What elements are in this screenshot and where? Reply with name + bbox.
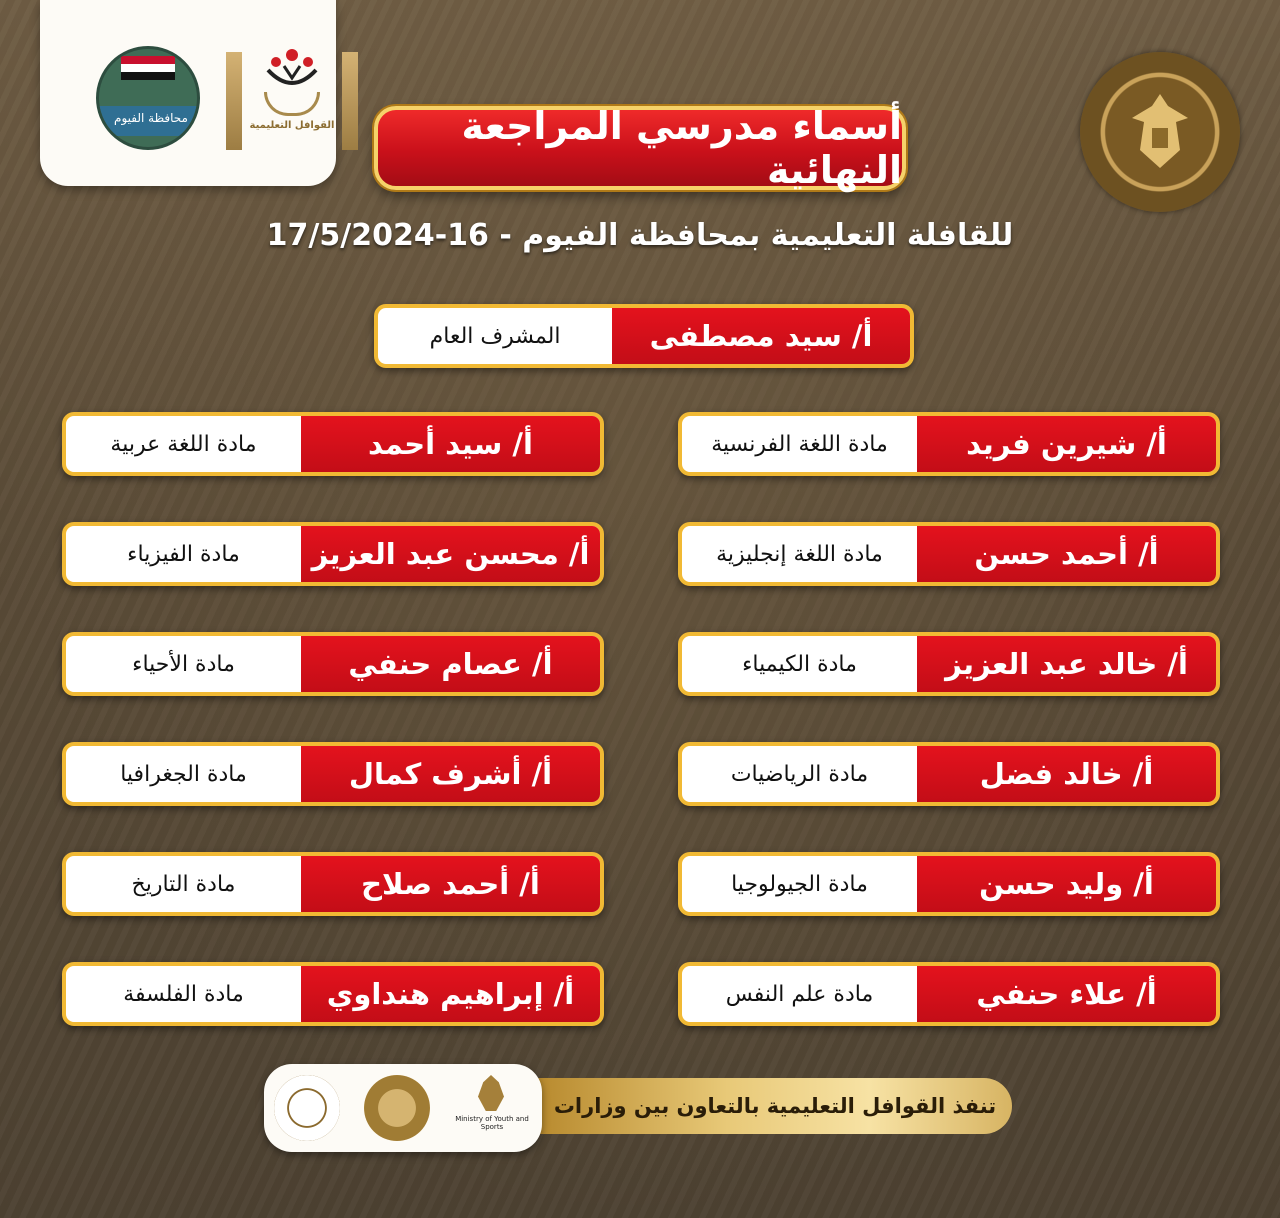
ministry-of-youth-logo xyxy=(450,1075,534,1141)
teacher-subject: مادة التاريخ xyxy=(131,871,236,897)
teacher-row xyxy=(678,962,1220,1026)
teacher-subject: مادة الجيولوجيا xyxy=(731,871,868,897)
page-subtitle: للقافلة التعليمية بمحافظة الفيوم - 16-17/5/2024 xyxy=(266,218,1014,253)
ministries-logos-card xyxy=(264,1064,542,1152)
teacher-subject: مادة الفيزياء xyxy=(127,541,240,567)
teacher-name: أ/ أشرف كمال xyxy=(301,746,600,802)
teacher-name: أ/ علاء حنفي xyxy=(917,966,1216,1022)
teacher-row xyxy=(678,852,1220,916)
educational-caravans-logo xyxy=(224,48,360,160)
page-title: أسماء مدرسي المراجعة النهائية xyxy=(374,106,906,190)
cabinet-emblem xyxy=(1080,52,1240,212)
teacher-subject: مادة الفلسفة xyxy=(123,981,244,1007)
teacher-row xyxy=(62,522,604,586)
fayoum-logo-text: محافظة الفيوم xyxy=(114,111,188,125)
eagle-icon xyxy=(478,1075,504,1111)
teacher-name: أ/ أحمد حسن xyxy=(917,526,1216,582)
teacher-subject: مادة اللغة الفرنسية xyxy=(711,431,888,457)
book-icon xyxy=(264,92,320,116)
ministry-youth-text: Ministry of Youth and Sports xyxy=(455,1115,529,1131)
people-icon xyxy=(264,48,320,90)
teacher-row xyxy=(62,962,604,1026)
logos-card xyxy=(40,0,336,186)
supervisor-role: المشرف العام xyxy=(429,323,561,349)
teacher-name: أ/ خالد فضل xyxy=(917,746,1216,802)
teacher-name: أ/ أحمد صلاح xyxy=(301,856,600,912)
teacher-subject: مادة الكيمياء xyxy=(742,651,857,677)
teacher-name: أ/ سيد أحمد xyxy=(301,416,600,472)
supervisor-row xyxy=(374,304,914,368)
teacher-subject: مادة الأحياء xyxy=(132,651,235,677)
cooperation-banner: تنفذ القوافل التعليمية بالتعاون بين وزارات xyxy=(538,1078,1012,1134)
ministry-seal-logo xyxy=(364,1075,430,1141)
teacher-name: أ/ محسن عبد العزيز xyxy=(301,526,600,582)
teacher-subject: مادة الجغرافيا xyxy=(120,761,247,787)
teacher-name: أ/ عصام حنفي xyxy=(301,636,600,692)
teacher-row xyxy=(62,412,604,476)
eagle-icon xyxy=(1130,92,1190,172)
teacher-name: أ/ إبراهيم هنداوي xyxy=(301,966,600,1022)
teacher-row xyxy=(678,412,1220,476)
ministry-of-education-logo xyxy=(274,1075,340,1141)
caravan-logo-text: القوافل التعليمية xyxy=(249,120,335,131)
teacher-row xyxy=(62,632,604,696)
fayoum-governorate-logo xyxy=(96,46,200,150)
teacher-name: أ/ خالد عبد العزيز xyxy=(917,636,1216,692)
teacher-subject: مادة اللغة عربية xyxy=(110,431,257,457)
supervisor-name: أ/ سيد مصطفى xyxy=(612,308,910,364)
teacher-row xyxy=(678,632,1220,696)
teacher-subject: مادة الرياضيات xyxy=(730,761,869,787)
teacher-row xyxy=(62,742,604,806)
teacher-subject: مادة اللغة إنجليزية xyxy=(716,541,883,567)
teacher-subject: مادة علم النفس xyxy=(725,981,874,1007)
teacher-row xyxy=(678,742,1220,806)
teacher-row xyxy=(678,522,1220,586)
teacher-row xyxy=(62,852,604,916)
teacher-name: أ/ وليد حسن xyxy=(917,856,1216,912)
flag-icon xyxy=(121,56,175,80)
teacher-name: أ/ شيرين فريد xyxy=(917,416,1216,472)
